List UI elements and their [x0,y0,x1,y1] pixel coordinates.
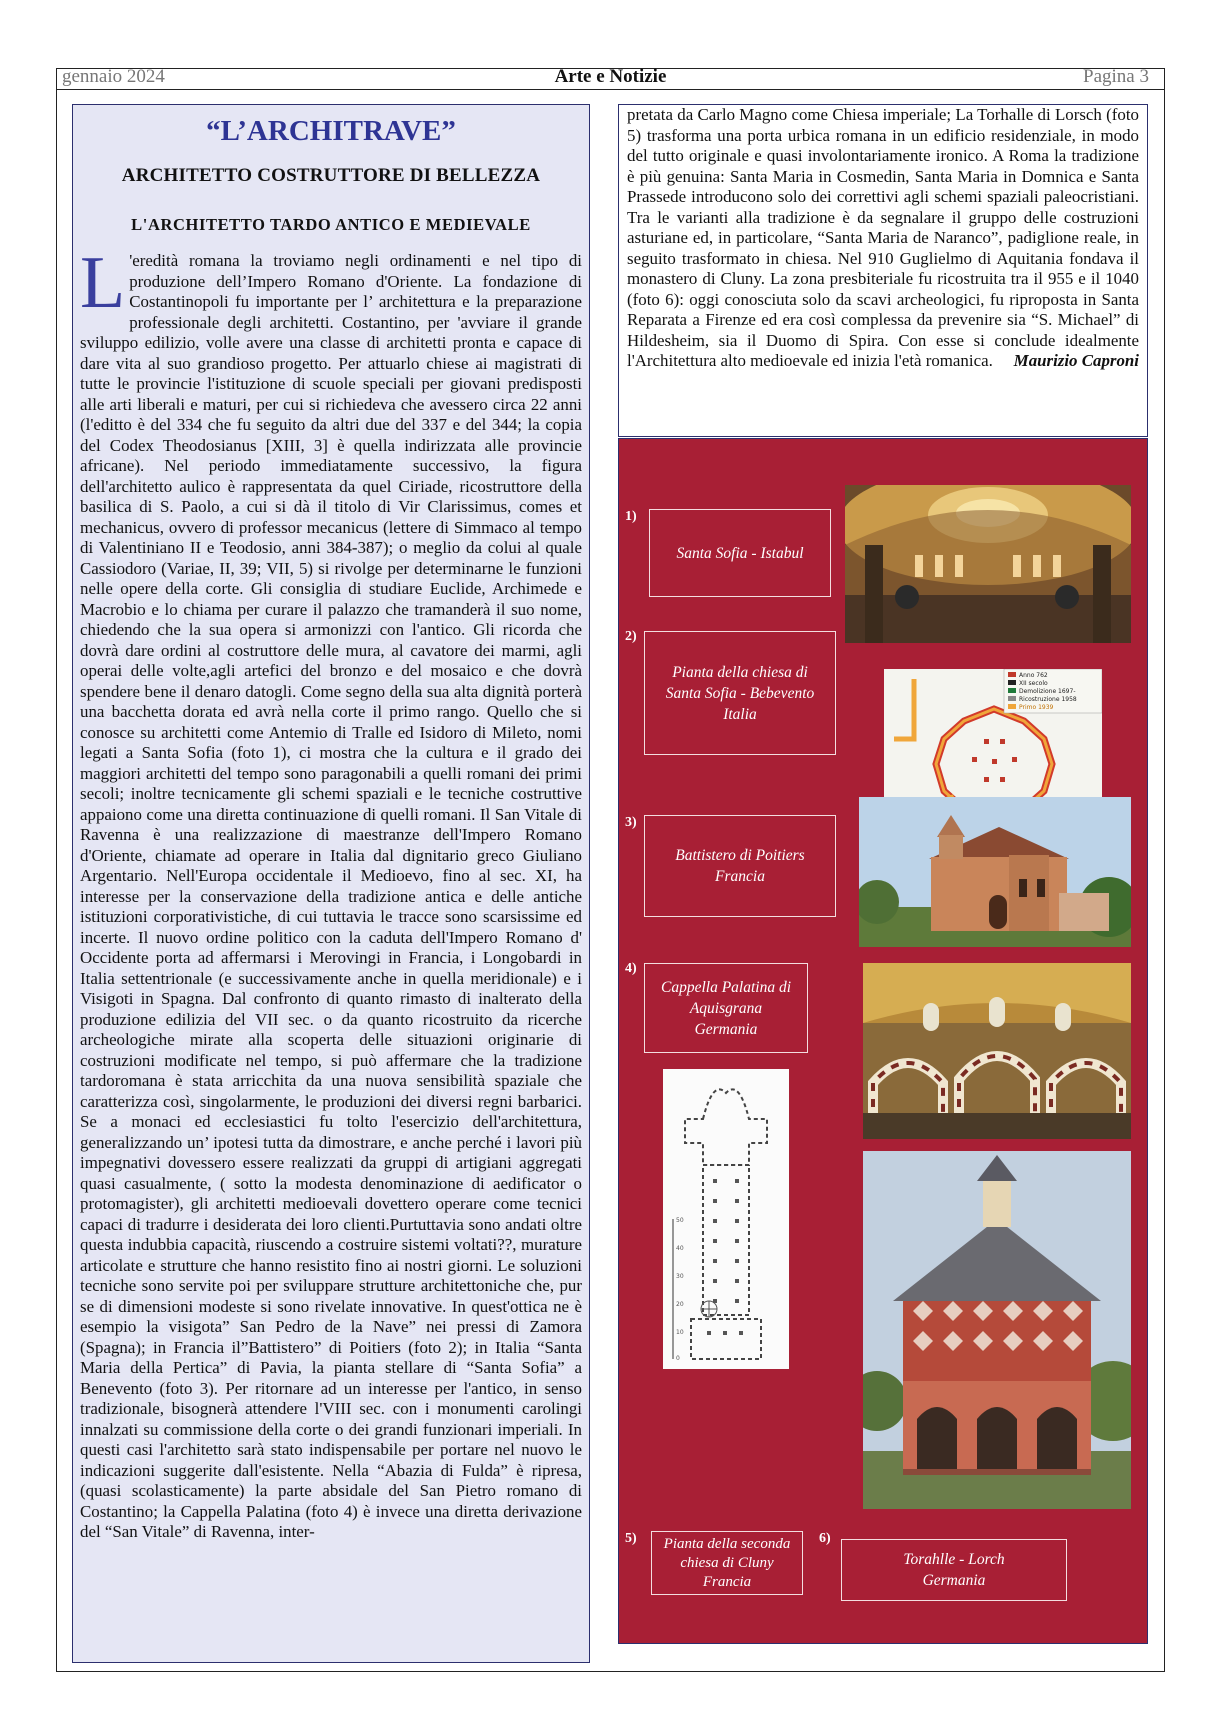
plan-legend-1: Anno 762 [1019,672,1048,679]
photo-cappella-palatina [863,963,1131,1139]
plan-legend-3: Demolizione 1697- [1019,688,1076,695]
plan-legend-4: Ricostruzione 1958 [1019,696,1077,703]
caption-line: Francia [715,868,765,885]
caption-line: Pianta della chiesa di [672,663,808,681]
photo-number-3: 3) [625,815,637,830]
page-header [56,68,1165,90]
article-text-left: 'eredità romana la troviamo negli ordinamenti e nel tipo di produzione dell’Impero Romano d'Oriente. La fondazione di Costantinopoli fu importante per l’ architettura e la preparazione professionale degli architetti. Costantino, per 'avviare il grande sviluppo edilizio, volle avere una classe di architetti pronta e capace di dare vita al suo grandioso progetto. Per attuarlo chiese ai magistrati di tutte le provincie l'istituzione di scuole speciali per giovani predisposti alle arti liberali e maturi, per cui si richiedeva che avessero circa 22 anni (l'editto è del 334 che fu seguito da altri due del 337 e del 344; la copia del Codex Theodosianus [XIII, 3] è quella indirizzata alle provincie africane). Nel periodo immediatamente successivo, la figura dell'architetto aulico è rappresentata da quel Ciriade, ricostruttore della basilica di S. Paolo, a cui si dà il titolo di Vir Clarissimus, comes et mechanicus, ovvero di professor mecanicus (lettere di Simmaco al tempo di Valentiniano II e Teodosio, anni 384-387); o meglio da colui al quale Cassiodoro (Variae, II, 39; VII, 5) si rivolge per determinarne le funzioni nelle opere della corte. Gli consiglia di studiare Euclide, Archimede e Macrobio e lo chiama per curare il palazzo che tramanderà il suo nome, chiedendo che la sua opera si armonizzi con l'antico. Gli ricorda che dovrà dare ordini al costruttore delle mura, al cavatore dei marmi, agli operai delle volte,agli artefici del bronzo e del mosaico e che dovrà spendere bene il denaro datogli. Come segno della sua alta dignità porterà una bacchetta dorata ed avrà nella corte il primo rango. Quello che si conosce su architetti come Antemio di Tralle ed Isidoro di Mileto, nomi legati a Santa Sofia (foto 1), ci mostra che la cultura e il grado dei maggiori architetti del tempo sono paragonabili a quelli romani dei primi secoli; inoltre tecnicamente gli schemi spaziali e le tecniche costruttive appaiono come una diretta continuazione di quelli romani. Il San Vitale di Ravenna è una realizzazione di maestranze dell'Impero Romano d'Oriente, chiamate ad operare in Italia dal dignitario greco Giuliano Argentario. Nell'Europa occidentale il Medioevo, fino al sec. XI, ha interesse per la conservazione della tradizione antica e delle antiche istituzioni corporativistiche, di cui tuttavia le tracce sono scarsissime ed incerte. Il nuovo ordine politico con la caduta dell'Impero Romano d' Occidente porta ad affermarsi i Merovingi in Francia, i Longobardi in Italia settentrionale (e successivamente anche in quella meridionale) e i Visigoti in Spagna. Dal confronto di quanto rimasto di inalterato della produzione edilizia del VII sec. o da quanto ricostruito da ricerche archeologiche mirate alla scoperta delle situazioni originarie di costruzioni modificate nel tempo, si può affermare che la tradizione tardoromana è stata arricchita da una nuova sensibilità spaziale che caratterizza così, singolarmente, le produzioni dei diversi regni barbarici. Se a monaci ed ecclesiastici fu tolto l'esercizio dell'architettura, generalizzando un’ ipotesi tutta da dimostrare, e anche perché i lavori più impegnativi dovessero essere realizzati da gruppi di artigiani aggregati quasi casualmente, ( sotto la modesta denominazione di aedificator o protomagister), gli architetti medioevali dovettero operare come tecnici capaci di tradurre i desiderata dei loro clienti.Purtuttavia sono andati oltre questa indubbia capacità, riuscendo a costruire sistemi voltati??, murature articolate e strutture che hanno resistito fino ai nostri giorni. Le soluzioni tecniche sono servite poi per sviluppare strutture architettoniche che, pur se di dimensioni modeste si sono rivelate innovative. In quest'ottica ne è esempio la visigota” San Pedro de la Nave” nei pressi di Zamora (Spagna); in Francia il”Battistero” di Poitiers (foto 2); in Italia “Santa Maria della Pertica” di Pavia, la pianta stellare di “Santa Sofia” a Benevento (foto 3). Per ritornare ad un interesse per l'antico, in senso tradizionale, bisognerà attendere l'VIII sec. con i monumenti carolingi innalzati su commissione della corte o dei grandi funzionari imperiali. In questi casi l'architetto sarà stato indispensabile per portare nel nuovo le indicazioni suggerite dall'esistente. Nella “Abazia di Fulda” è ripresa, (quasi scolasticamente) la parte absidale del San Pietro romano di Costantino; la Cappella Palatina (foto 4) è invece una diretta derivazione del “San Vitale” di Ravenna, inter- [80,251,582,1541]
caption-line: Germania [922,1572,986,1589]
caption-line: chiesa di Cluny [680,1554,774,1571]
photo-battistero-poitiers [859,797,1131,947]
photo-number-5: 5) [625,1531,637,1546]
photo-gallery [618,438,1148,1644]
caption-line: Santa Sofia - Istabul [676,544,804,562]
photo-caption-6 [841,1539,1067,1601]
caption-line: Pianta della seconda [663,1535,791,1552]
caption-line: Cappella Palatina di [660,978,792,996]
photo-caption-2 [644,631,836,755]
article-title: “L’ARCHITRAVE” [206,115,456,147]
plan-legend-2: XII secolo [1019,680,1048,687]
drop-cap: L [80,242,126,324]
caption-line: Italia [723,705,757,723]
photo-caption-5 [651,1531,803,1595]
article-column-right [618,104,1148,437]
caption-line: Francia [702,1573,752,1590]
scale-label: 0 [676,1355,680,1362]
caption-line: Torahlle - Lorch [903,1551,1005,1568]
article-column-left [72,104,590,1663]
caption-line: Germania [694,1020,758,1038]
scale-label: 50 [676,1217,684,1224]
header-title: Arte e Notizie [554,66,667,87]
article-section-heading: L'ARCHITETTO TARDO ANTICO E MEDIEVALE [131,215,531,234]
scale-label: 20 [676,1301,684,1308]
article-author: Maurizio Caproni [1013,351,1139,370]
photo-caption-1 [649,509,831,597]
photo-number-6: 6) [819,1531,831,1546]
caption-line: Aquisgrana [689,999,763,1017]
article-subtitle: ARCHITETTO COSTRUTTORE DI BELLEZZA [121,165,541,186]
scale-label: 30 [676,1273,684,1280]
photo-number-4: 4) [625,961,637,976]
plan-legend-5: Primo 1939 [1019,704,1054,711]
header-date: gennaio 2024 [62,66,165,87]
caption-line: Santa Sofia - Bebevento [665,684,815,702]
header-page-number: Pagina 3 [1083,66,1149,87]
caption-line: Battistero di Poitiers [675,847,805,864]
photo-caption-4 [644,963,808,1053]
photo-caption-3 [644,815,836,917]
photo-torhalle-lorsch [863,1151,1131,1509]
photo-number-2: 2) [625,629,637,644]
article-text-right: pretata da Carlo Magno come Chiesa imperiale; La Torhalle di Lorsch (foto 5) trasforma una porta urbica romana in un edificio residenziale, in modo del tutto originale e quasi involontariamente ironico. A Roma la tradizione è più genuina: Santa Maria in Cosmedin, Santa Maria in Domnica e Santa Prassede introducono solo dei correttivi agli schemi spaziali paleocristiani. Tra le varianti alla tradizione è da segnalare il gruppo delle costruzioni asturiane ed, in particolare, “Santa Maria de Naranco”, padiglione reale, in seguito trasformato in chiesa. Nel 910 Guglielmo di Aquitania fondava il monastero di Cluny. La zona presbiteriale fu ricostruita tra il 955 e il 1040 (foto 6): oggi conosciuta solo da scavi archeologici, fu riproposta in Santa Reparata a Firenze ed era così complessa da prevenire sia “S. Michael” di Hildesheim, sia il Duomo di Spira. Con esse si conclude idealmente l'Architettura alto medioevale ed inizia l'età romanica. [627,105,1139,370]
photo-santa-sofia-interior [845,485,1131,643]
article-body-right [627,105,1139,372]
article-body-left [80,242,582,1543]
scale-label: 40 [676,1245,684,1252]
scale-label: 10 [676,1329,684,1336]
plan-cluny [663,1069,789,1369]
photo-number-1: 1) [625,509,637,524]
